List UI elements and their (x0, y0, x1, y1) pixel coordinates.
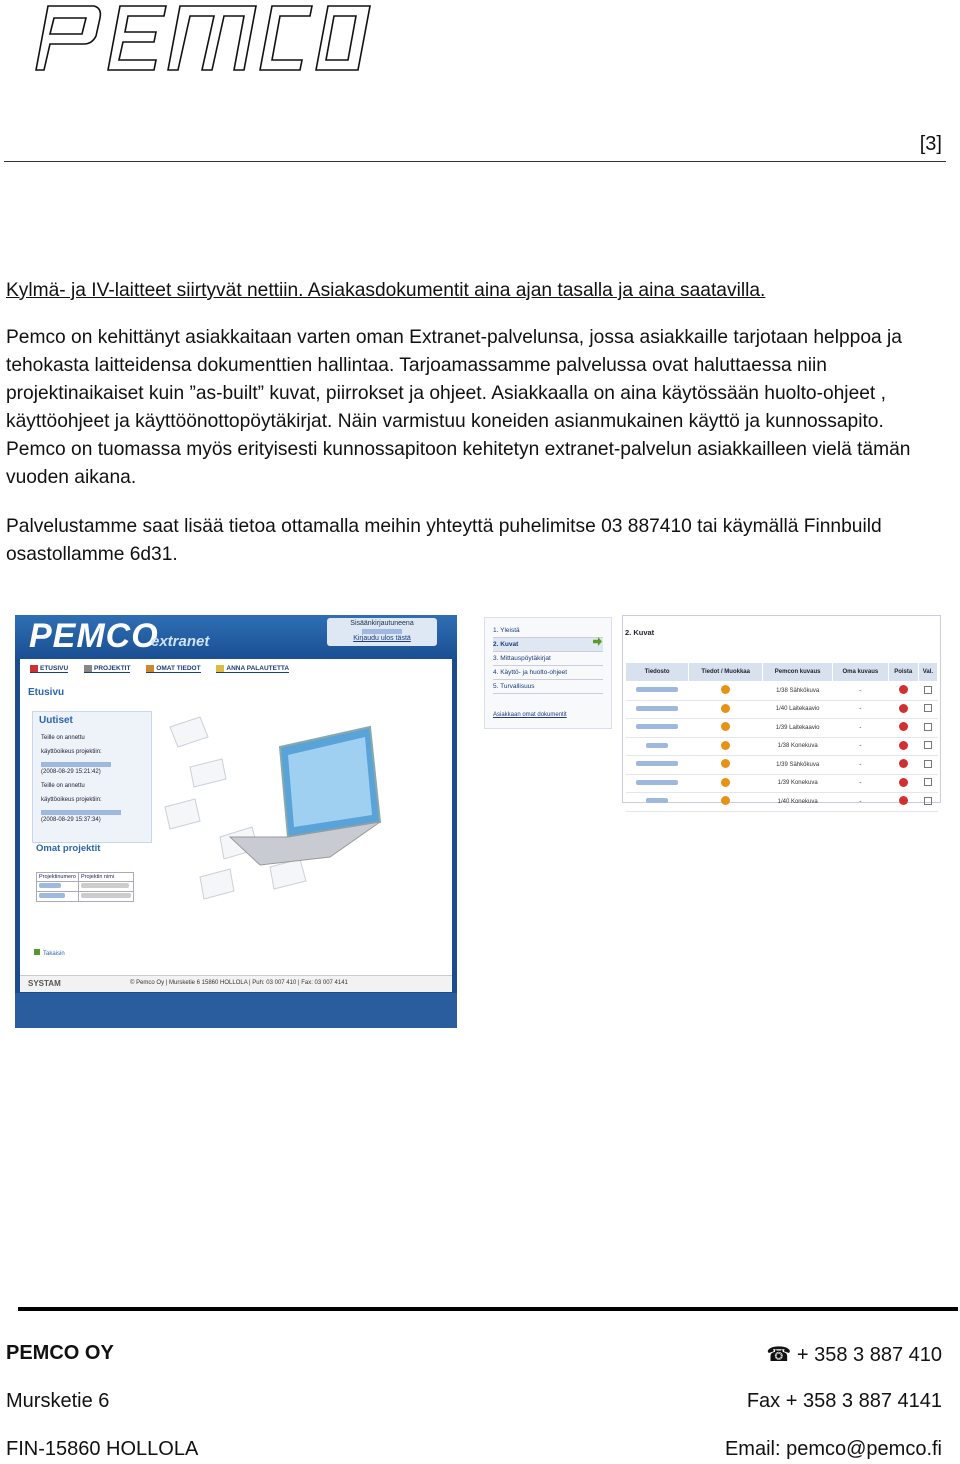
folder-icon (84, 665, 92, 672)
delete-icon[interactable] (899, 796, 908, 805)
login-status: Sisäänkirjautuneena (350, 620, 414, 627)
table-header: Pemcon kuvaus (763, 663, 833, 682)
table-header: Projektin nimi (79, 873, 134, 882)
login-box (327, 618, 437, 646)
select-checkbox[interactable] (924, 741, 932, 749)
customer-docs-link[interactable]: Asiakkaan omat dokumentit (493, 712, 567, 718)
home-icon (30, 665, 38, 672)
delete-icon[interactable] (899, 759, 908, 768)
article-paragraph-2: Palvelustamme saat lisää tietoa ottamalla meihin yhteyttä puhelimitse 03 887410 tai käymällä Finnbuild osastollamme 6d31. (6, 516, 882, 565)
company-phone: ☎ + 358 3 887 410 (766, 1344, 942, 1366)
footer-divider (18, 1307, 958, 1311)
info-icon[interactable] (721, 704, 730, 713)
blurred-filename[interactable] (636, 706, 678, 711)
select-checkbox[interactable] (924, 797, 932, 805)
info-icon[interactable] (721, 741, 730, 750)
select-checkbox[interactable] (924, 686, 932, 694)
extranet-logo: PEMCO (29, 617, 159, 655)
info-icon[interactable] (721, 759, 730, 768)
nav-omat-tiedot[interactable]: OMAT TIEDOT (146, 665, 200, 673)
delete-icon[interactable] (899, 685, 908, 694)
company-name: PEMCO OY (6, 1342, 114, 1364)
nav-etusivu[interactable]: ETUSIVU (30, 665, 68, 673)
select-checkbox[interactable] (924, 760, 932, 768)
footer-address: © Pemco Oy | Mursketie 6 15860 HOLLOLA | Puh: 03 007 410 | Fax: 03 007 4141 (130, 980, 348, 986)
table-header: Val. (918, 663, 937, 682)
files-heading: 2. Kuvat (625, 628, 655, 637)
table-row: 1/38 Sähkökuva - (626, 682, 938, 701)
category-menu (493, 624, 603, 694)
table-row: 1/38 Konekuva - (626, 737, 938, 756)
page-number: [3] (919, 133, 942, 155)
systam-logo: SYSTAM (28, 979, 61, 988)
info-icon[interactable] (721, 722, 730, 731)
table-row: 1/40 Konekuva - (626, 793, 938, 812)
delete-icon[interactable] (899, 778, 908, 787)
blurred-filename[interactable] (636, 761, 678, 766)
blurred-filename[interactable] (636, 687, 678, 692)
blurred-username (362, 629, 402, 634)
projects-title: Omat projektit (36, 843, 101, 854)
article-headline: Kylmä- ja IV-laitteet siirtyvät nettiin. Asiakasdokumentit aina ajan tasalla ja aina saatavilla. (6, 280, 766, 301)
news-item: Teille on annettu käyttöoikeus projektiin: (2008-08-29 15:37:34) (41, 782, 147, 824)
table-row: 1/39 Konekuva - (626, 774, 938, 793)
menu-item[interactable]: 4. Käyttö- ja huolto-ohjeet (493, 666, 603, 680)
nav-projektit[interactable]: PROJEKTIT (84, 665, 130, 673)
company-fax: Fax + 358 3 887 4141 (746, 1390, 942, 1412)
extranet-page-title: Etusivu (28, 687, 65, 698)
feedback-icon (216, 665, 224, 672)
user-icon (146, 665, 154, 672)
menu-item-active[interactable]: 2. Kuvat (493, 638, 603, 652)
table-header: Poista (888, 663, 918, 682)
info-icon[interactable] (721, 778, 730, 787)
extranet-screenshot-files (622, 615, 941, 803)
company-street: Mursketie 6 (6, 1390, 110, 1412)
table-header: Projektinumero (37, 873, 79, 882)
blurred-filename[interactable] (646, 743, 668, 748)
projects-table (36, 872, 134, 902)
table-row: 1/39 Sähkökuva - (626, 756, 938, 775)
select-checkbox[interactable] (924, 723, 932, 731)
files-table (625, 662, 938, 812)
table-row (37, 873, 134, 882)
company-city: FIN-15860 HOLLOLA (6, 1438, 199, 1460)
article-paragraph-1: Pemco on kehittänyt asiakkaitaan varten oman Extranet-palvelunsa, jossa asiakkaille tarjotaan helppoa ja tehokasta laitteidensa dokumenttien hallintaa. Tarjoamassamme palvelussa ovat haluttaessa niin projektinaikaiset kuin ”as-built” kuvat, piirrokset ja ohjeet. Asiakkaalla on aina käytössään huolto-ohjeet , käyttöohjeet ja käyttöönottopöytäkirjat. Näin varmistuu koneiden asianmukainen käyttö ja kunnossapito. Pemco on tuomassa myös erityisesti kunnossapitoon kehitetyn extranet-palvelun asiakkailleen vielä tämän vuoden aikana. (6, 327, 911, 488)
blurred-filename[interactable] (636, 724, 678, 729)
table-row: 1/39 Laitekaavio - (626, 719, 938, 738)
extranet-screenshot-menu (484, 617, 612, 729)
table-row[interactable] (37, 892, 134, 902)
blurred-link[interactable] (41, 762, 111, 767)
info-icon[interactable] (721, 685, 730, 694)
news-item: Teille on annettu käyttöoikeus projektiin: (2008-08-29 15:21:42) (41, 734, 147, 776)
table-header: Oma kuvaus (833, 663, 889, 682)
news-list (41, 734, 147, 830)
header-divider (4, 161, 946, 162)
menu-item[interactable]: 1. Yleistä (493, 624, 603, 638)
arrow-up-icon (34, 949, 40, 955)
table-row: 1/40 Laitekaavio - (626, 700, 938, 719)
extranet-banner (15, 615, 457, 659)
delete-icon[interactable] (899, 741, 908, 750)
select-checkbox[interactable] (924, 778, 932, 786)
menu-item[interactable]: 5. Turvallisuus (493, 680, 603, 694)
table-header: Tiedosto (626, 663, 689, 682)
laptop-illustration (160, 687, 400, 907)
table-row (626, 663, 938, 682)
delete-icon[interactable] (899, 704, 908, 713)
extranet-screenshot-main (15, 615, 457, 1028)
delete-icon[interactable] (899, 722, 908, 731)
extranet-logo-sub: extranet (151, 633, 210, 650)
info-icon[interactable] (721, 796, 730, 805)
pemco-logo (28, 2, 373, 74)
back-link[interactable]: Takaisin (34, 949, 65, 957)
table-row[interactable] (37, 882, 134, 892)
logout-link[interactable]: Kirjaudu ulos tästä (353, 635, 411, 642)
select-checkbox[interactable] (924, 704, 932, 712)
extranet-footer (20, 975, 452, 992)
company-email[interactable]: Email: pemco@pemco.fi (724, 1438, 942, 1460)
news-panel (32, 711, 152, 843)
blurred-filename[interactable] (646, 798, 668, 803)
nav-anna-palautetta[interactable]: ANNA PALAUTETTA (216, 665, 289, 673)
extranet-nav (30, 665, 303, 672)
extranet-bottom-bar (15, 993, 457, 1028)
blurred-link[interactable] (41, 810, 121, 815)
blurred-filename[interactable] (636, 780, 678, 785)
menu-item[interactable]: 3. Mittauspöytäkirjat (493, 652, 603, 666)
extranet-page (20, 659, 452, 991)
table-header: Tiedot / Muokkaa (689, 663, 763, 682)
news-title: Uutiset (39, 715, 73, 726)
